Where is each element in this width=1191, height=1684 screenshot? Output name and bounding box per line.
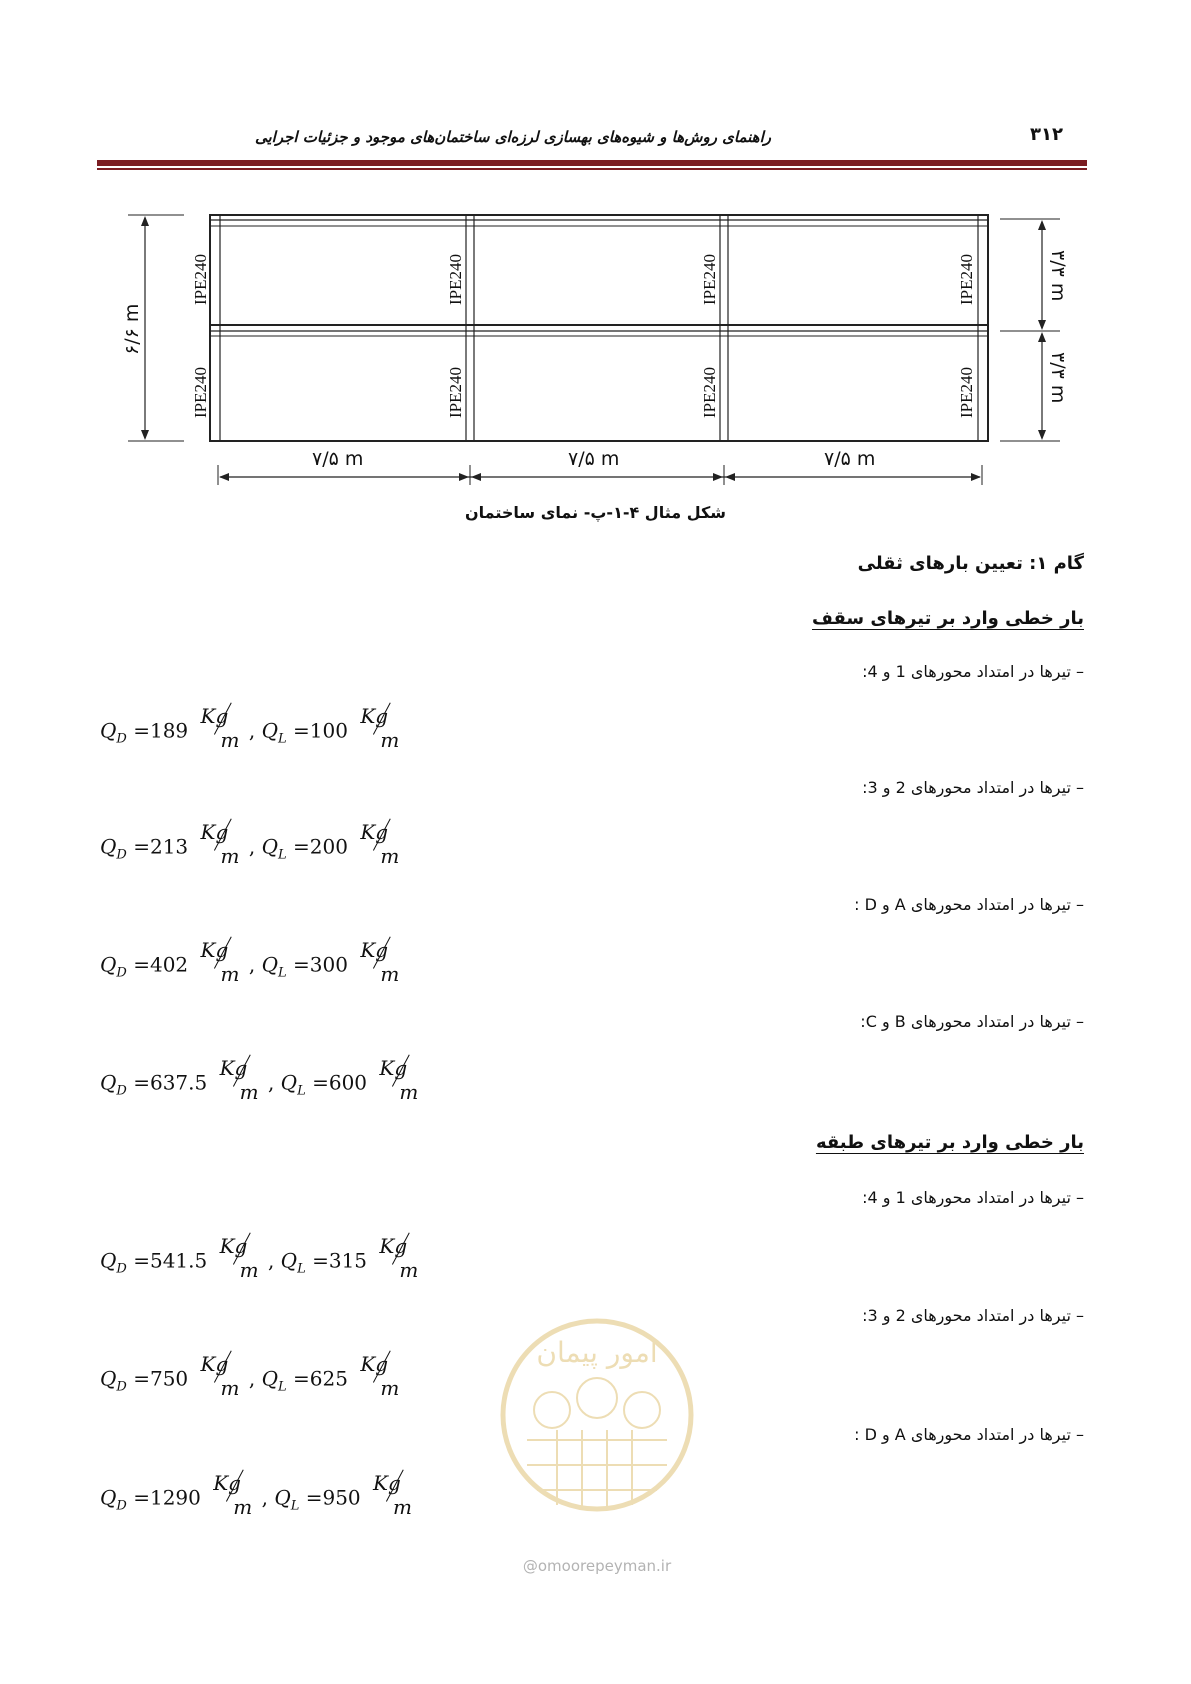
page-number: ۳۱۲: [1030, 124, 1063, 145]
figure-caption: شکل مثال ۴-۱-پ- نمای ساختمان: [464, 503, 727, 522]
total-height-label: ۶/۶ m: [121, 303, 143, 355]
column-label: IPE240: [957, 367, 976, 418]
story-height-label: ۳/۳ m: [1047, 250, 1069, 302]
column-label: IPE240: [700, 367, 719, 418]
roof-heading: بار خطی وارد بر تیرهای سقف: [812, 608, 1084, 629]
running-header: راهنمای روش‌ها و شیوه‌های بهسازی لرزه‌ای ساختمان‌های موجود و جزئیات اجرایی: [254, 128, 771, 146]
list-item: – تیرها در امتداد محورهای 2 و 3:: [862, 778, 1084, 797]
load-equation: $Q_D =541.5$ Kg m , $Q_L =315$ Kg m: [100, 1234, 419, 1282]
list-item: – تیرها در امتداد محورهای 1 و 4:: [862, 1188, 1084, 1207]
floor-heading: بار خطی وارد بر تیرهای طبقه: [815, 1132, 1084, 1153]
column-label: IPE240: [191, 254, 210, 305]
frame-outline: [210, 215, 988, 441]
column-label: IPE240: [191, 367, 210, 418]
list-item: – تیرها در امتداد محورهای A و D :: [854, 1425, 1084, 1444]
load-equation: $Q_D =750$ Kg m , $Q_L =625$ Kg m: [100, 1352, 400, 1400]
span-label: ۷/۵ m: [824, 448, 876, 470]
building-elevation-figure: [0, 0, 1191, 500]
list-item: – تیرها در امتداد محورهای 2 و 3:: [862, 1306, 1084, 1325]
span-label: ۷/۵ m: [568, 448, 620, 470]
list-item: – تیرها در امتداد محورهای B و C:: [860, 1012, 1084, 1031]
load-equation: $Q_D =213$ Kg m , $Q_L =200$ Kg m: [100, 820, 400, 868]
load-equation: $Q_D =189$ Kg m , $Q_L =100$ Kg m: [100, 704, 400, 752]
column-label: IPE240: [446, 367, 465, 418]
list-item: – تیرها در امتداد محورهای A و D :: [854, 895, 1084, 914]
watermark-url: @omoorepeyman.ir: [522, 1557, 672, 1575]
span-label: ۷/۵ m: [312, 448, 364, 470]
svg-text:امور پیمان: امور پیمان: [536, 1336, 658, 1369]
load-equation: $Q_D =1290$ Kg m , $Q_L =950$ Kg m: [100, 1471, 412, 1519]
story-height-label: ۳/۳ m: [1047, 352, 1069, 404]
load-equation: $Q_D =402$ Kg m , $Q_L =300$ Kg m: [100, 938, 400, 986]
column-label: IPE240: [446, 254, 465, 305]
column-label: IPE240: [957, 254, 976, 305]
column-label: IPE240: [700, 254, 719, 305]
watermark-logo: [497, 1290, 697, 1550]
step-title: گام ۱: تعیین بارهای ثقلی: [857, 553, 1084, 574]
list-item: – تیرها در امتداد محورهای 1 و 4:: [862, 662, 1084, 681]
load-equation: $Q_D =637.5$ Kg m , $Q_L =600$ Kg m: [100, 1056, 419, 1104]
